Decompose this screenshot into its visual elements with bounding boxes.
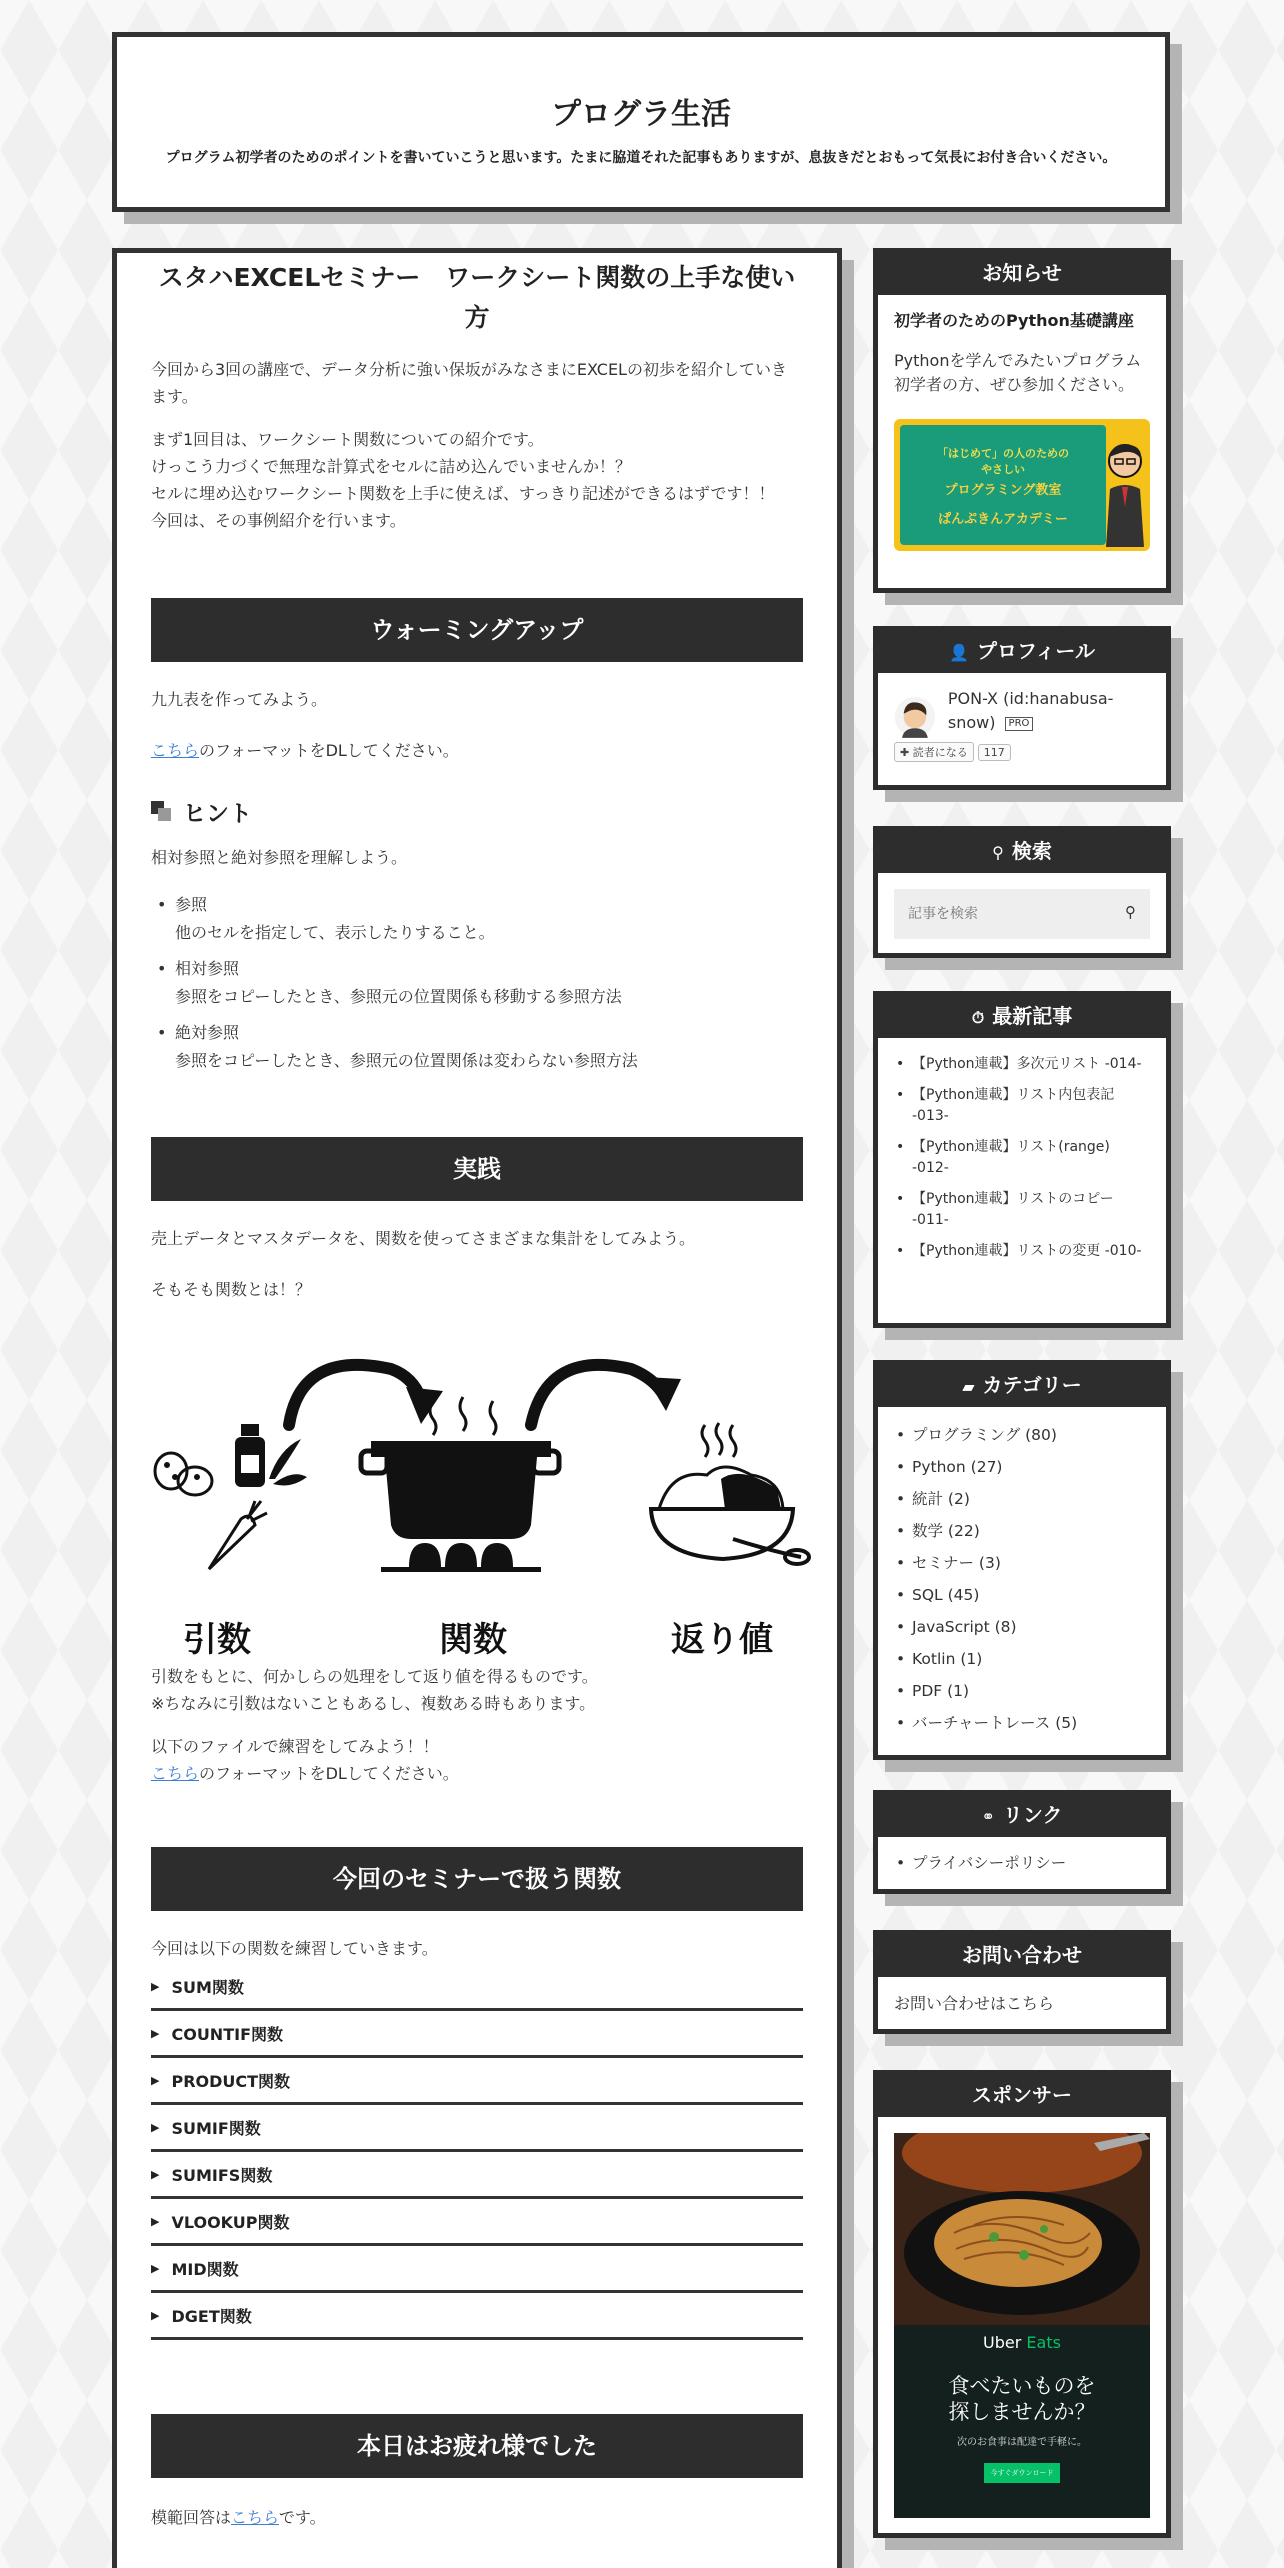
site-header — [112, 32, 1170, 212]
download-link-suffix: のフォーマットをDLしてください。 — [199, 1764, 459, 1783]
search-box — [894, 889, 1150, 939]
privacy-policy-link[interactable]: • プライバシーポリシー — [912, 1853, 1150, 1873]
hint-text: 相対参照と絶対参照を理解しよう。 — [151, 848, 408, 867]
links-list — [894, 1853, 1150, 1873]
recent-post-link[interactable]: • 【Python連載】リスト(range) -012- — [912, 1137, 1150, 1179]
module-title — [878, 1795, 1166, 1837]
site-title[interactable]: プログラ生活 — [551, 97, 731, 132]
arrow-head-icon — [646, 1377, 681, 1411]
practice-cta: 以下のファイルで練習をしてみよう！！ — [151, 1737, 439, 1756]
carrot-icon — [209, 1501, 267, 1569]
download-link[interactable]: こちら — [151, 741, 200, 760]
details-sumif[interactable] — [151, 2105, 803, 2152]
categories-module — [873, 1360, 1171, 1760]
return-value-label: 返り値 — [671, 1620, 773, 1660]
hint-heading-text: ヒント — [183, 800, 252, 827]
function-explanation: 引数をもとに、何かしらの処理をして返り値を得るものです。 — [151, 1667, 598, 1686]
details-vlookup[interactable] — [151, 2199, 803, 2246]
person-icon: 👤 — [949, 643, 969, 662]
links-module — [873, 1790, 1171, 1894]
category-link[interactable]: • 統計 (2) — [912, 1489, 1150, 1509]
sponsor-ad[interactable] — [894, 2133, 1150, 2518]
details-dget[interactable] — [151, 2293, 803, 2340]
details-label: DGET関数 — [171, 2306, 252, 2326]
triangle-right-icon: ▶ — [151, 2261, 160, 2275]
recent-post-link[interactable]: • 【Python連載】リストの変更 -010- — [912, 1241, 1150, 1262]
eats-brand: Eats — [1026, 2333, 1061, 2352]
term: 絶対参照 — [175, 1023, 240, 1042]
answer-prefix: 模範回答は — [151, 2508, 232, 2527]
list-item — [175, 955, 803, 1011]
sponsor-subtext: 次のお食事は配達で手軽に。 — [957, 2437, 1087, 2448]
details-label: COUNTIF関数 — [171, 2024, 283, 2044]
arrow-head-icon — [406, 1387, 443, 1424]
answer-line — [151, 2504, 803, 2531]
banner-line: プログラミング教室 — [944, 483, 1062, 498]
details-sumifs[interactable] — [151, 2152, 803, 2199]
module-title — [878, 996, 1166, 1038]
download-app-button[interactable]: 今すぐダウンロード — [984, 2463, 1060, 2483]
banner-line: やさしい — [981, 463, 1025, 476]
list-item — [175, 1019, 803, 1075]
warmup-text: 九九表を作ってみよう。 — [151, 690, 328, 709]
category-link[interactable]: • Kotlin (1) — [912, 1649, 1150, 1669]
sponsor-headline — [894, 2373, 1150, 2425]
reference-list — [151, 891, 803, 1075]
details-product[interactable] — [151, 2058, 803, 2105]
notice-subtitle: 初学者のためのPython基礎講座 — [894, 311, 1134, 330]
clock-icon: ⏱ — [971, 1008, 985, 1027]
intro-line-1b: ます。 — [151, 387, 198, 406]
function-illustration — [151, 1329, 803, 1659]
search-submit-icon[interactable]: ⚲ — [1125, 903, 1136, 921]
answer-link[interactable]: こちら — [231, 2508, 279, 2527]
details-sum[interactable] — [151, 1964, 803, 2011]
contact-link[interactable]: お問い合わせはこちら — [894, 1994, 1055, 2013]
module-title-text: カテゴリー — [982, 1373, 1082, 1397]
intro-line: まず1回目は、ワークシート関数についての紹介です。 — [151, 430, 544, 449]
section-heading-closing: 本日はお疲れ様でした — [151, 2414, 803, 2478]
herb-icon — [269, 1439, 307, 1485]
section-heading-functions: 今回のセミナーで扱う関数 — [151, 1847, 803, 1911]
module-title — [878, 631, 1166, 673]
profile-name[interactable]: PON-X (id:hanabusa-snow) — [947, 689, 1114, 732]
intro-line: セルに埋め込むワークシート関数を上手に使えば、すっきり記述ができるはずです！！ — [151, 484, 775, 503]
details-label: SUMIF関数 — [171, 2118, 261, 2138]
details-label: SUM関数 — [171, 1977, 244, 1997]
hint-heading — [151, 794, 803, 828]
intro-line: 今回は、その事例紹介を行います。 — [151, 511, 406, 530]
arrow-icon — [289, 1365, 661, 1425]
details-label: VLOOKUP関数 — [171, 2212, 290, 2232]
triangle-right-icon: ▶ — [151, 2120, 160, 2134]
category-link[interactable]: • プログラミング (80) — [912, 1425, 1150, 1445]
category-link[interactable]: • PDF (1) — [912, 1681, 1150, 1701]
module-title — [878, 831, 1166, 873]
list-item — [175, 891, 803, 947]
category-link[interactable]: • セミナー (3) — [912, 1553, 1150, 1573]
article-title[interactable]: スタハEXCELセミナー ワークシート関数の上手な使い方 — [158, 263, 796, 332]
section-heading-warmup: ウォーミングアップ — [151, 598, 803, 662]
recent-post-link[interactable]: • 【Python連載】多次元リスト -014- — [912, 1054, 1150, 1075]
module-title — [878, 1365, 1166, 1407]
banner-line: 「はじめて」の人のための — [937, 447, 1069, 460]
triangle-right-icon: ▶ — [151, 2073, 160, 2087]
triangle-right-icon: ▶ — [151, 1979, 160, 1993]
download-link-suffix: のフォーマットをDLしてください。 — [199, 741, 459, 760]
headline-line: 食べたいものを — [948, 2374, 1096, 2398]
recent-posts-list — [894, 1054, 1150, 1262]
warmup-download-line — [151, 737, 803, 764]
recent-posts-module — [873, 991, 1171, 1328]
subscribe-button[interactable] — [894, 742, 974, 762]
term: 相対参照 — [175, 959, 240, 978]
desc: 参照をコピーしたとき、参照元の位置関係は変わらない参照方法 — [175, 1051, 638, 1070]
module-title-text: リンク — [1002, 1803, 1063, 1827]
potato-icon — [155, 1453, 212, 1495]
pot-icon — [361, 1441, 559, 1539]
intro-line-1: 今回から3回の講座で、データ分析に強い保坂がみなさまにEXCELの初歩を紹介していき — [151, 360, 787, 379]
headline-line: 探しませんか？ — [948, 2400, 1096, 2424]
function-list — [151, 1964, 803, 2340]
section-heading-practice: 実践 — [151, 1137, 803, 1201]
site-description: プログラム初学者のためのポイントを書いていこうと思います。たまに脇道それた記事もありますが、息抜きだとおもって気長にお付き合いください。 — [165, 150, 1117, 166]
term: 参照 — [175, 895, 208, 914]
module-title: お問い合わせ — [878, 1935, 1166, 1977]
avatar[interactable] — [894, 691, 936, 743]
arguments-label: 引数 — [183, 1620, 251, 1660]
category-list — [894, 1425, 1150, 1733]
banner-line: ぱんぷきんアカデミー — [938, 512, 1068, 527]
teacher-avatar-icon — [1100, 437, 1150, 547]
details-countif[interactable] — [151, 2011, 803, 2058]
details-label: PRODUCT関数 — [171, 2071, 291, 2091]
category-link[interactable]: • バーチャートレース (5) — [912, 1713, 1150, 1733]
recent-post-link[interactable]: • 【Python連載】リストのコピー -011- — [912, 1189, 1150, 1231]
triangle-right-icon: ▶ — [151, 2214, 160, 2228]
category-link[interactable]: • 数学 (22) — [912, 1521, 1150, 1541]
desc: 参照をコピーしたとき、参照元の位置関係も移動する参照方法 — [175, 987, 622, 1006]
rice-bowl-icon — [651, 1467, 809, 1564]
cooking-illustration — [151, 1329, 813, 1599]
triangle-right-icon: ▶ — [151, 2308, 160, 2322]
salt-bottle-icon — [235, 1424, 265, 1487]
profile-module — [873, 626, 1171, 790]
desc: 他のセルを指定して、表示したりすること。 — [175, 923, 495, 942]
function-note: ※ちなみに引数はないこともあるし、複数ある時もあります。 — [151, 1694, 596, 1713]
notice-text: Pythonを学んでみたいプログラム初学者の方、ぜひ参加ください。 — [894, 351, 1142, 394]
folder-icon: ▰ — [962, 1377, 975, 1396]
plus-icon: ✚ — [900, 746, 913, 759]
details-label: MID関数 — [171, 2259, 239, 2279]
article — [112, 248, 842, 2568]
download-link[interactable]: こちら — [151, 1764, 200, 1783]
profile-name-line — [948, 687, 1150, 735]
contact-module — [873, 1930, 1171, 2034]
notice-module — [873, 248, 1171, 593]
details-mid[interactable] — [151, 2246, 803, 2293]
practice-question: そもそも関数とは！？ — [151, 1280, 312, 1299]
function-label: 関数 — [439, 1620, 507, 1660]
module-title-text: 最新記事 — [992, 1004, 1073, 1028]
practice-text: 売上データとマスタデータを、関数を使ってさまざまな集計をしてみよう。 — [151, 1229, 696, 1248]
subscribe-label: 読者になる — [912, 746, 968, 759]
category-link[interactable]: • JavaScript (8) — [912, 1617, 1150, 1637]
category-link[interactable]: • Python (27) — [912, 1457, 1150, 1477]
triangle-right-icon: ▶ — [151, 2167, 160, 2181]
noodle-photo-icon — [894, 2133, 1150, 2325]
search-input[interactable] — [894, 889, 1150, 939]
recent-post-link[interactable]: • 【Python連載】リスト内包表記 -013- — [912, 1085, 1150, 1127]
search-icon: ⚲ — [992, 843, 1004, 862]
academy-banner[interactable] — [894, 419, 1150, 551]
module-title: お知らせ — [878, 253, 1166, 295]
heading-square-icon — [151, 801, 171, 821]
uber-brand: Uber — [983, 2333, 1022, 2352]
module-title: スポンサー — [878, 2075, 1166, 2117]
module-title-text: 検索 — [1011, 839, 1052, 863]
search-module — [873, 826, 1171, 958]
module-title-text: プロフィール — [976, 639, 1095, 663]
uber-eats-logo — [894, 2333, 1150, 2352]
triangle-right-icon: ▶ — [151, 2026, 160, 2040]
intro-line: けっこう力づくで無理な計算式をセルに詰め込んでいませんか！？ — [151, 457, 632, 476]
reader-count: 117 — [978, 744, 1011, 761]
details-label: SUMIFS関数 — [171, 2165, 273, 2185]
functions-intro: 今回は以下の関数を練習していきます。 — [151, 1939, 438, 1958]
banner-board — [900, 425, 1106, 545]
pro-badge: PRO — [1005, 717, 1034, 731]
sponsor-module — [873, 2070, 1171, 2538]
practice-download-line — [151, 1760, 803, 1787]
burner-icon — [381, 1543, 541, 1572]
category-link[interactable]: • SQL (45) — [912, 1585, 1150, 1605]
link-icon: ⚭ — [981, 1807, 995, 1826]
answer-suffix: です。 — [278, 2508, 326, 2527]
